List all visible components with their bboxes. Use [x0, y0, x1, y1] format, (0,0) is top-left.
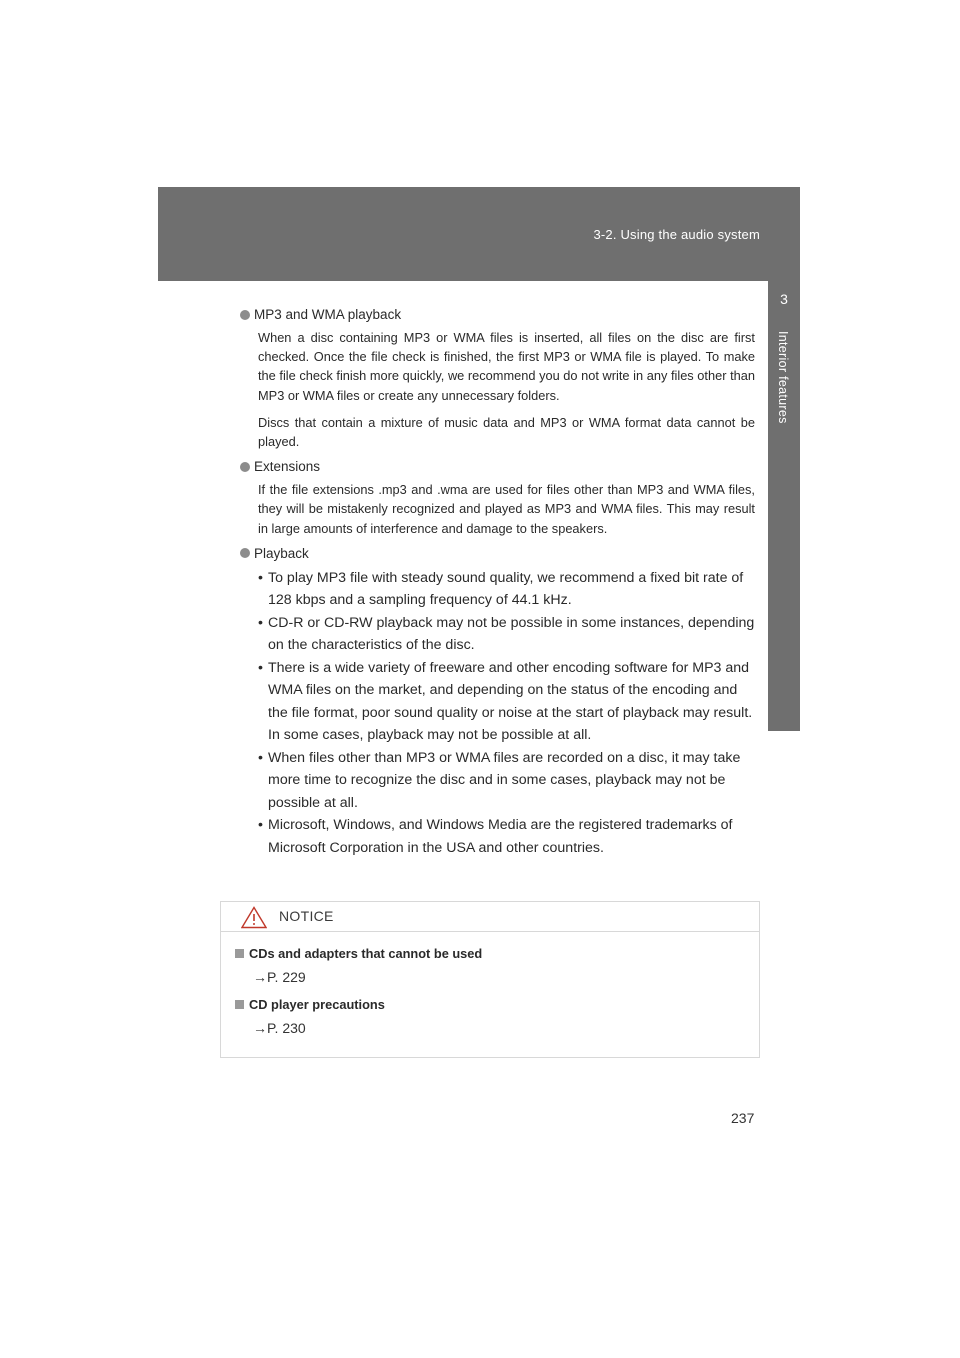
list-bullet-icon: • — [258, 659, 263, 676]
section-extensions — [240, 459, 755, 538]
list-item-text: Microsoft, Windows, and Windows Media are the registered trademarks of Microsoft Corporation in the USA and other countries. — [268, 817, 733, 856]
section-mp3-wma-playback — [240, 307, 755, 451]
list-item — [258, 814, 755, 859]
list-item — [258, 747, 755, 815]
bullet-icon — [240, 310, 250, 320]
list-item-text: CD-R or CD-RW playback may not be possible in some instances, depending on the characteristics of the disc. — [268, 614, 755, 654]
list-bullet-icon: • — [258, 817, 263, 834]
notice-item — [235, 997, 482, 1012]
page-reference-link[interactable]: →P. 229 — [253, 969, 306, 985]
notice-header — [221, 902, 759, 932]
paragraph: When a disc containing MP3 or WMA files is inserted, all files on the disc are first checked. Once the file check is finished, the first MP3 or WMA file is played. To make the file check finish more quickly, we recommend you do not write in any files other than MP3 or WMA files or create any unnecessary folders. — [258, 330, 755, 403]
section-header-band — [158, 187, 800, 281]
list-bullet-icon: • — [258, 614, 263, 631]
section-title: 3-2. Using the audio system — [593, 227, 760, 242]
paragraph: If the file extensions .mp3 and .wma are used for files other than MP3 and WMA files, they will be mistakenly recognized and played as MP3 and WMA files. This may result in large amounts of interference and damage to the speakers. — [258, 482, 755, 536]
section-heading — [240, 546, 755, 561]
chapter-number: 3 — [780, 291, 788, 307]
notice-box — [220, 901, 760, 1058]
square-bullet-icon — [235, 949, 244, 958]
main-content — [240, 307, 755, 865]
paragraph: Discs that contain a mixture of music data and MP3 or WMA format data cannot be played. — [258, 414, 755, 450]
playback-list — [258, 567, 755, 860]
notice-title: NOTICE — [279, 908, 334, 924]
notice-body — [235, 946, 482, 1048]
square-bullet-icon — [235, 1000, 244, 1009]
list-bullet-icon: • — [258, 569, 263, 586]
list-bullet-icon: • — [258, 749, 263, 766]
page-reference-link[interactable]: →P. 230 — [253, 1020, 306, 1036]
list-item — [258, 612, 755, 657]
heading-text: Extensions — [254, 459, 321, 475]
heading-text: MP3 and WMA playback — [254, 307, 402, 322]
list-item — [258, 657, 755, 747]
list-item-text: To play MP3 file with steady sound quality, we recommend a fixed bit rate of 128 kbps and a sampling frequency of 44.1 kHz. — [268, 569, 744, 609]
notice-item-label: CD player precautions — [249, 997, 385, 1012]
heading-text: Playback — [254, 545, 309, 561]
bullet-icon — [240, 462, 250, 472]
list-item — [258, 567, 755, 612]
notice-item — [235, 946, 482, 961]
chapter-label: Interior features — [776, 331, 790, 424]
bullet-icon — [240, 548, 250, 558]
section-heading — [240, 307, 755, 322]
section-playback — [240, 546, 755, 860]
page-number: 237 — [731, 1110, 755, 1126]
notice-item-label: CDs and adapters that cannot be used — [249, 946, 483, 961]
list-item-text: When files other than MP3 or WMA files are recorded on a disc, it may take more time to recognize the disc and in some cases, playback may not be possible at all. — [268, 749, 741, 811]
chapter-side-tab — [768, 281, 800, 731]
warning-icon — [241, 906, 267, 929]
section-heading — [240, 459, 755, 474]
list-item-text: There is a wide variety of freeware and other encoding software for MP3 and WMA files on the market, and depending on the status of the encoding and the file format, poor sound quality or noise at the start of playback may result. In some cases, playback may not be possible at all. — [268, 659, 753, 744]
